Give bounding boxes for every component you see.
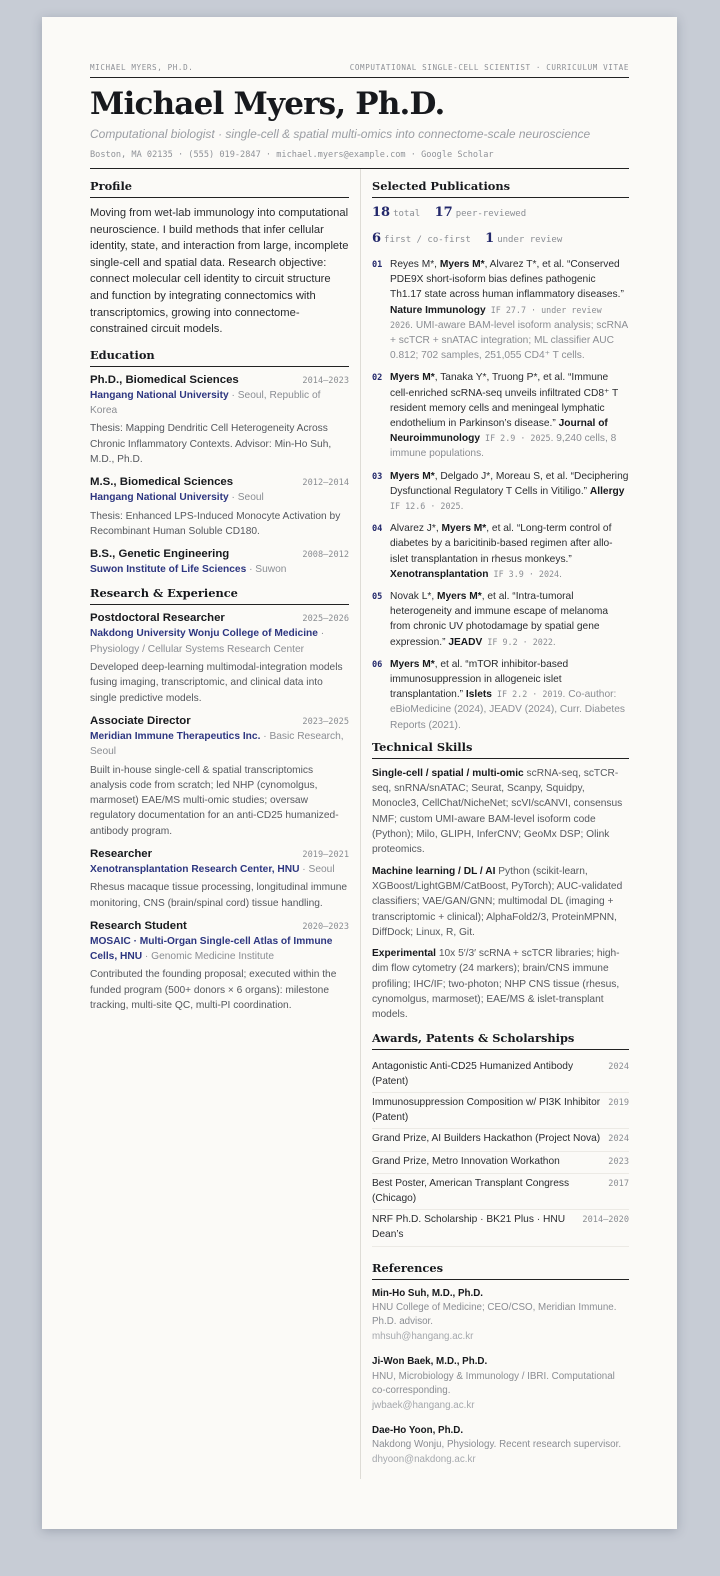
education-location: · Seoul <box>228 492 264 504</box>
skill-item <box>372 864 629 940</box>
experience-entry-head <box>90 848 349 860</box>
tagline: Computational biologist · single-cell & spatial multi-omics into connectome-scale neuroscience <box>90 127 591 141</box>
publication-title: , Delgado J*, Moreau S, et al. “Deciphering Dysfunctional Regulatory T Cells in Vitiligo.” <box>390 470 629 497</box>
experience-organization: Meridian Immune Therapeutics Inc. <box>90 730 261 742</box>
publication-authors-pre: Novak L*, <box>390 591 437 603</box>
award-item <box>372 1129 629 1151</box>
award-year: 2019 <box>608 1098 629 1109</box>
skill-item <box>372 766 629 858</box>
publication-author-self: Myers M* <box>437 591 482 603</box>
award-year: 2024 <box>608 1061 629 1072</box>
reference-name: Ji-Won Baek, M.D., Ph.D. <box>372 1356 488 1368</box>
publication-number: 01 <box>372 260 383 270</box>
right-column <box>372 169 629 1479</box>
award-year: 2017 <box>608 1178 629 1189</box>
publication-author-self: Myers M* <box>439 259 485 270</box>
skill-item <box>372 946 629 1022</box>
award-year: 2024 <box>608 1134 629 1145</box>
experience-entry-head <box>90 715 349 727</box>
publication-author-self: Myers M* <box>390 658 435 670</box>
reference-affiliation: HNU College of Medicine; CEO/CSO, Meridian Immune. Ph.D. advisor. <box>372 1302 617 1328</box>
experience-location: · Seoul <box>299 863 335 875</box>
award-item <box>372 1152 629 1174</box>
award-text: NRF Ph.D. Scholarship · BK21 Plus · HNU Dean’s <box>372 1214 566 1241</box>
experience-role: Research Student <box>90 919 187 932</box>
award-text: Best Poster, American Transplant Congress (Chicago) <box>372 1177 570 1205</box>
stat-peer-label: peer-reviewed <box>455 209 527 219</box>
award-item <box>372 1174 629 1210</box>
skill-category: Single-cell / spatial / multi-omic <box>372 767 524 779</box>
reference-email: mhsuh@hangang.ac.kr <box>372 1330 474 1342</box>
publication-number: 04 <box>372 524 383 535</box>
reference-email: jwbaek@hangang.ac.kr <box>372 1399 475 1411</box>
reference-list <box>372 1287 629 1467</box>
publication-journal: Journal of Neuroimmunology <box>390 418 608 445</box>
publication-item <box>372 589 629 650</box>
left-column <box>90 169 349 1479</box>
publication-title: , Tanaka Y*, Truong P*, et al. “Immune cell-enriched scRNA-seq unveils infiltrated CD8⁺ T resident memory cells and meningeal lymphatic endothelium in Parkinson’s disease.” <box>390 372 619 430</box>
experience-entry <box>90 612 349 705</box>
skills-heading: Technical Skills <box>372 740 629 759</box>
reference-affiliation: HNU, Microbiology & Immunology / IBRI. Computational co-corresponding. <box>372 1370 615 1397</box>
education-entry <box>90 548 349 577</box>
publications-heading: Selected Publications <box>372 179 629 198</box>
award-year: 2023 <box>608 1156 629 1167</box>
education-entry-head <box>90 374 349 386</box>
experience-organization-line <box>90 862 349 877</box>
publication-authors-pre: Reyes M*, <box>390 259 440 270</box>
experience-organization: Xenotransplantation Research Center, HNU <box>90 863 300 875</box>
education-degree: B.S., Genetic Engineering <box>90 548 230 561</box>
education-dates: 2014–2023 <box>302 375 349 386</box>
stat-total-label: total <box>393 209 421 219</box>
experience-description: Built in-house single-cell & spatial transcriptomics analysis code from scratch; led NHP (cynomolgus, marmoset) EAE/MS multi-omic studies; oversaw regulatory documentation for an anti-CD25 humanized-antibody program. <box>90 764 339 837</box>
publication-author-self: Myers M* <box>390 372 435 384</box>
education-institution-line <box>90 388 349 419</box>
publication-impact-year: IF 2.2 · 2019 <box>491 689 563 700</box>
top-bar <box>90 63 629 78</box>
publication-authors-pre: Alvarez J*, <box>390 523 442 535</box>
award-text: Immunosuppression Composition w/ PI3K Inhibitor (Patent) <box>372 1097 601 1124</box>
skill-category: Machine learning / DL / AI <box>372 865 496 877</box>
publication-item <box>372 370 629 461</box>
skill-details: Python (scikit-learn, XGBoost/LightGBM/CatBoost, PyTorch); AUC-validated classifiers; VAE/GAN/GNN; multimodal DL (imaging + transcriptomic + clinical); AlphaFold2/3, ProteinMPNN, DiffDock; Linux, R, Git. <box>372 865 623 938</box>
publication-citation <box>390 521 629 582</box>
education-location: · Suwon <box>246 564 287 576</box>
experience-dates: 2023–2025 <box>302 716 349 727</box>
experience-entry-head <box>90 920 349 932</box>
award-text: Antagonistic Anti-CD25 Humanized Antibody (Patent) <box>372 1060 574 1087</box>
publication-impact-year: IF 27.7 · under review 2026 <box>390 304 602 330</box>
award-text: Grand Prize, Metro Innovation Workathon <box>372 1155 560 1167</box>
publication-impact-year: IF 2.9 · 2025 <box>480 433 551 444</box>
education-institution: Suwon Institute of Life Sciences <box>90 564 247 576</box>
experience-role: Postdoctoral Researcher <box>90 612 225 625</box>
experience-description: Rhesus macaque tissue processing, longitudinal immune monitoring, CNS (brain/spinal cord) tissue handling. <box>90 882 348 909</box>
reference-name: Min-Ho Suh, M.D., Ph.D. <box>372 1287 484 1299</box>
stat-review-label: under review <box>497 235 563 245</box>
education-institution: Hangang National University <box>90 492 229 504</box>
skill-category: Experimental <box>372 948 436 960</box>
experience-location: · Basic Research, Seoul <box>90 730 344 758</box>
publication-item <box>372 521 629 582</box>
experience-entry <box>90 920 349 1013</box>
award-item <box>372 1093 629 1129</box>
education-entry <box>90 476 349 539</box>
education-institution-line <box>90 490 349 505</box>
top-bar-right: COMPUTATIONAL SINGLE-CELL SCIENTIST · CURRICULUM VITAE <box>349 63 629 72</box>
publication-item <box>372 657 629 733</box>
education-institution: Hangang National University <box>90 389 229 401</box>
publication-author-self: Myers M* <box>390 470 435 482</box>
awards-heading: Awards, Patents & Scholarships <box>372 1031 629 1050</box>
stat-review-count: 1 <box>485 231 495 246</box>
experience-list <box>90 612 349 1013</box>
publication-item <box>372 469 629 515</box>
experience-entry <box>90 848 349 911</box>
publication-item <box>372 257 629 363</box>
profile-heading: Profile <box>90 179 349 198</box>
publication-note: . <box>559 568 562 580</box>
education-entry <box>90 374 349 467</box>
experience-role: Researcher <box>90 847 153 860</box>
publication-note: . <box>460 501 464 513</box>
skill-details: scRNA-seq, scTCR-seq, snRNA/snATAC; Seurat, Scanpy, Squidpy, Monocle3, CellChat/NicheNet; scVI/scANVI, consensus NMF; custom UMI-aware BAM-level isoform code (Python); Milo, GLIPH, InferCNV; GeoMx DSP; Olink proteomics. <box>372 767 623 856</box>
experience-entry-head <box>90 612 349 624</box>
publication-note: . <box>552 636 556 648</box>
publication-note: . 9,240 cells, 8 immune populations. <box>390 433 617 460</box>
education-dates: 2012–2014 <box>302 478 349 489</box>
stat-first-label: first / co-first <box>384 235 471 245</box>
top-bar-left: MICHAEL MYERS, PH.D. <box>90 63 194 72</box>
reference-email: dhyoon@nakdong.ac.kr <box>372 1453 476 1465</box>
experience-dates: 2020–2023 <box>302 921 349 932</box>
publication-citation <box>390 589 629 650</box>
publication-citation <box>390 257 629 363</box>
education-description: Thesis: Mapping Dendritic Cell Heterogeneity Across Chronic Inflammatory Contexts. Advisor: Min-Ho Suh, M.D., Ph.D. <box>90 423 332 465</box>
publication-list <box>372 257 629 733</box>
award-item <box>372 1057 629 1093</box>
reference-item <box>372 1424 629 1467</box>
education-dates: 2008–2012 <box>302 550 349 561</box>
experience-role: Associate Director <box>90 714 191 727</box>
publication-journal: Allergy <box>589 485 625 497</box>
experience-entry <box>90 715 349 839</box>
stat-first-count: 6 <box>372 231 382 246</box>
education-degree: M.S., Biomedical Sciences <box>90 476 234 489</box>
education-heading: Education <box>90 348 349 367</box>
education-degree: Ph.D., Biomedical Sciences <box>90 373 239 386</box>
award-item <box>372 1210 629 1246</box>
publication-title: , et al. “Long-term control of diabetes by a baricitinib-based regimen after allo-islet transplantation in rhesus monkeys.” <box>390 523 613 565</box>
publication-journal: Nature Immunology <box>390 304 486 316</box>
reference-item <box>372 1287 629 1345</box>
experience-organization: MOSAIC · Multi-Organ Single-cell Atlas of Immune Cells, HNU <box>90 935 333 963</box>
skill-details: 10x 5′/3′ scRNA + scTCR libraries; high-dim flow cytometry (24 markers); brain/CNS immune profiling; IHC/IF; two-photon; NHP CNS tissue (rhesus, cynomolgus, marmoset); EAE/MS & islet-transplant models. <box>372 948 620 1021</box>
award-year: 2014–2020 <box>582 1215 629 1226</box>
publication-number: 06 <box>372 659 383 670</box>
profile-text: Moving from wet-lab immunology into computational neuroscience. I build methods that infer cellular identity, state, and interaction from large, incomplete single-cell and spatial data. Research objective: connect molecular cell identity to circuit structure and function by integrating connectomics with transcriptomics, growing into connectome-constrained circuit models. <box>90 207 349 336</box>
experience-organization-line <box>90 626 349 657</box>
education-entry-head <box>90 548 349 560</box>
references-heading: References <box>372 1261 629 1280</box>
publication-citation <box>390 657 629 733</box>
publication-impact-year: IF 12.6 · 2025 <box>390 501 461 512</box>
publication-note: . Co-author: eBioMedicine (2024), JEADV (2024), Curr. Diabetes Reports (2021). <box>390 689 625 731</box>
publication-impact-year: IF 3.9 · 2024 <box>488 568 560 579</box>
publication-citation <box>390 469 629 515</box>
publication-journal: JEADV <box>448 636 483 648</box>
publication-number: 02 <box>372 373 383 384</box>
experience-dates: 2019–2021 <box>302 849 349 860</box>
reference-affiliation: Nakdong Wonju, Physiology. Recent research supervisor. <box>372 1439 622 1451</box>
education-institution-line <box>90 562 349 577</box>
skill-list <box>372 766 629 1023</box>
experience-organization: Nakdong University Wonju College of Medicine <box>90 628 318 640</box>
publication-impact-year: IF 9.2 · 2022 <box>482 636 553 647</box>
reference-name: Dae-Ho Yoon, Ph.D. <box>372 1424 464 1436</box>
publication-title: , Alvarez T*, et al. “Conserved PDE9X short-isoform bias defines pathogenic Th1.17 state across human inflammatory diseases.” <box>390 259 624 301</box>
columns <box>90 169 629 1479</box>
award-list <box>372 1057 629 1247</box>
experience-dates: 2025–2026 <box>302 614 349 625</box>
publication-citation <box>390 370 629 461</box>
stat-total-count: 18 <box>372 205 391 220</box>
publication-title: , et al. “Intra-tumoral heterogeneity and immune escape of melanoma from chronic UV photodamage by spatial gene expression.” <box>390 591 609 648</box>
award-text: Grand Prize, AI Builders Hackathon (Project Nova) <box>372 1133 601 1145</box>
experience-description: Developed deep-learning multimodal-integration models fusing imaging, transcriptomic, and clinical data into single predictive models. <box>90 662 343 704</box>
experience-location: · Genomic Medicine Institute <box>142 951 275 963</box>
experience-location: · Physiology / Cellular Systems Research Center <box>90 628 325 655</box>
experience-description: Contributed the founding proposal; executed within the funded program (500+ donors × 6 organs): milestone tracking, multi-site QC, multi-PI coordination. <box>90 969 337 1012</box>
experience-organization-line <box>90 934 349 965</box>
education-list <box>90 374 349 578</box>
reference-item <box>372 1355 629 1413</box>
publication-journal: Xenotransplantation <box>390 568 489 580</box>
education-entry-head <box>90 476 349 488</box>
column-divider <box>360 169 361 1479</box>
experience-organization-line <box>90 729 349 760</box>
page-title: Michael Myers, Ph.D. <box>90 86 445 122</box>
contact-line: Boston, MA 02135 · (555) 019-2847 · michael.myers@example.com · Google Scholar <box>90 150 629 169</box>
publication-journal: Islets <box>465 689 492 701</box>
publication-number: 03 <box>372 471 383 482</box>
education-description: Thesis: Enhanced LPS-Induced Monocyte Activation by Recombinant Human Soluble CD180. <box>90 510 341 537</box>
publication-number: 05 <box>372 592 383 603</box>
cv-page <box>42 17 677 1529</box>
experience-heading: Research & Experience <box>90 586 349 605</box>
education-location: · Seoul, Republic of Korea <box>90 389 321 417</box>
publication-stats <box>372 205 629 248</box>
publication-note: . UMI-aware BAM-level isoform analysis; scRNA + scTCR + snATAC integration; ML classifier AUC 0.812; 702 samples, 251,055 CD4⁺ T cells. <box>390 319 628 362</box>
stat-peer-count: 17 <box>434 205 453 220</box>
publication-author-self: Myers M* <box>441 523 487 535</box>
publication-title: , et al. “mTOR inhibitor-based immunosuppression in allogeneic islet transplantation.” <box>390 658 569 701</box>
